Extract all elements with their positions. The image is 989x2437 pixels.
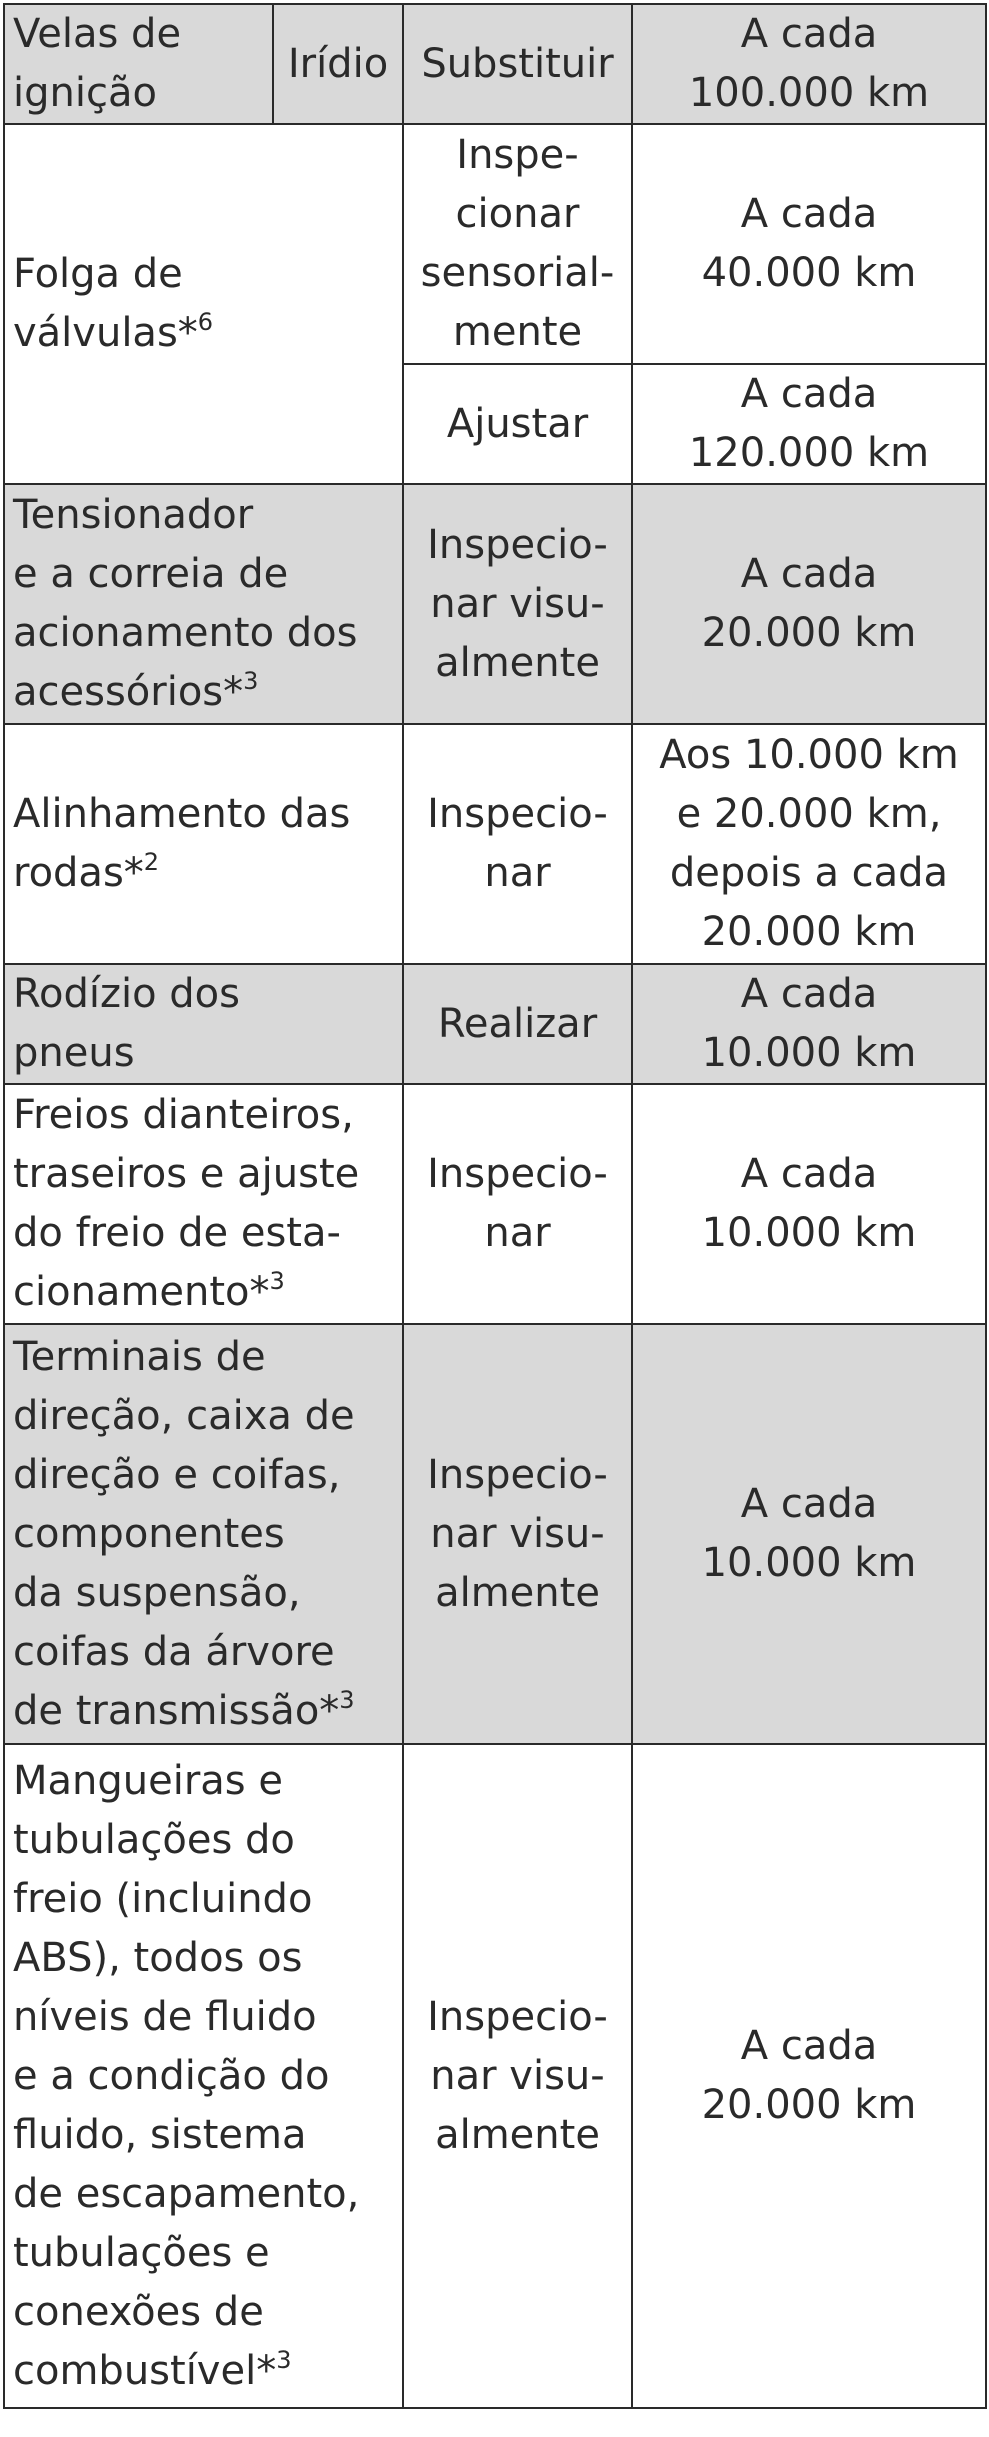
item-cell (4, 484, 403, 724)
action-cell (403, 4, 632, 124)
table-row (4, 4, 986, 124)
item-cell (4, 1084, 403, 1324)
interval-cell (632, 484, 986, 724)
interval-cell (632, 1324, 986, 1744)
interval-cell (632, 1744, 986, 2408)
item-text: ABS), todos os (13, 1934, 303, 1981)
item-text: componentes (13, 1510, 285, 1557)
item-text: tubulações do (13, 1816, 295, 1863)
action-text: nar (484, 1210, 551, 1256)
interval-text: e 20.000 km, (676, 791, 942, 837)
table-row (4, 724, 986, 964)
action-cell (403, 964, 632, 1084)
item-cell (4, 1744, 403, 2408)
action-text: almente (435, 1569, 600, 1616)
item-text: Alinhamento das (13, 791, 351, 837)
interval-text: 20.000 km (701, 2082, 917, 2128)
interval-text: A cada (740, 1481, 878, 1527)
table-row (4, 1744, 986, 2408)
item-text: e a correia de (13, 551, 289, 597)
action-cell (403, 484, 632, 724)
footnote-mark: 6 (197, 308, 214, 336)
interval-cell (632, 124, 986, 364)
item-cell (4, 124, 403, 484)
item-text: Mangueiras e (13, 1757, 283, 1804)
interval-text: Aos 10.000 km (659, 732, 959, 778)
item-text: Velas de (13, 11, 182, 57)
interval-text: A cada (740, 11, 878, 57)
interval-cell (632, 1084, 986, 1324)
action-cell (403, 724, 632, 964)
action-text: nar visu- (430, 2052, 605, 2099)
action-text: Inspecio- (427, 1451, 608, 1498)
action-text: Inspe- (456, 132, 579, 178)
action-text: mente (452, 309, 583, 355)
interval-text: A cada (740, 971, 878, 1017)
table-row (4, 484, 986, 724)
table-row (4, 1084, 986, 1324)
interval-cell (632, 724, 986, 964)
action-cell (403, 1744, 632, 2408)
interval-text: 10.000 km (701, 1540, 917, 1586)
interval-text: 100.000 km (688, 70, 930, 116)
type-cell (273, 4, 403, 124)
action-text: Inspecio- (427, 1993, 608, 2040)
action-text: nar visu- (430, 580, 605, 627)
action-text: Realizar (437, 1000, 598, 1047)
item-text: rodas*$^2$ (13, 848, 160, 896)
footnote-mark: 3 (243, 667, 259, 695)
action-text: Inspecio- (427, 521, 608, 568)
interval-cell (632, 4, 986, 124)
item-text: da suspensão, (13, 1569, 301, 1616)
item-text: fluido, sistema (13, 2111, 307, 2158)
item-cell (4, 724, 403, 964)
item-text: Terminais de (13, 1333, 266, 1380)
item-text: conexões de (13, 2288, 264, 2335)
item-text: acessórios*$^3$ (13, 667, 259, 715)
maintenance-schedule-table (3, 3, 987, 2409)
item-text: coifas da árvore (13, 1628, 335, 1675)
table-row (4, 964, 986, 1084)
item-text: Rodízio dos (13, 971, 240, 1017)
table-row (4, 124, 986, 364)
table-row (4, 1324, 986, 1744)
interval-text: A cada (740, 191, 878, 237)
interval-text: 20.000 km (701, 610, 917, 656)
item-cell (4, 4, 273, 124)
action-text: cionar (455, 191, 580, 237)
item-text: combustível*$^3$ (13, 2345, 292, 2394)
action-cell (403, 1324, 632, 1744)
interval-cell (632, 364, 986, 484)
item-text: pneus (13, 1030, 135, 1076)
interval-cell (632, 964, 986, 1084)
item-text: de transmissão*$^3$ (13, 1685, 355, 1734)
item-cell (4, 964, 403, 1084)
item-text: ignição (13, 70, 157, 116)
interval-text: A cada (740, 2023, 878, 2069)
action-text: almente (435, 2111, 600, 2158)
item-text: do freio de esta- (13, 1210, 341, 1256)
interval-text: 20.000 km (701, 909, 917, 955)
item-text: cionamento*$^3$ (13, 1267, 285, 1315)
item-text: direção, caixa de (13, 1392, 355, 1439)
item-text: acionamento dos (13, 610, 358, 656)
item-text: válvulas*$^6$ (13, 308, 214, 356)
interval-text: A cada (740, 551, 878, 597)
action-cell (403, 364, 632, 484)
action-cell (403, 124, 632, 364)
action-text: Substituir (421, 40, 614, 87)
item-text: direção e coifas, (13, 1451, 341, 1498)
action-cell (403, 1084, 632, 1324)
item-text: tubulações e (13, 2229, 270, 2276)
interval-text: A cada (740, 1151, 878, 1197)
item-text: Folga de (13, 251, 183, 297)
interval-text: 10.000 km (701, 1030, 917, 1076)
item-text: de escapamento, (13, 2170, 360, 2217)
action-text: Inspecio- (427, 791, 608, 837)
action-text: Ajustar (446, 400, 589, 447)
interval-text: 40.000 km (701, 250, 917, 296)
footnote-mark: 3 (276, 2345, 292, 2374)
action-text: sensorial- (420, 250, 615, 296)
type-text: Irídio (287, 40, 389, 87)
action-text: nar visu- (430, 1510, 605, 1557)
item-text: traseiros e ajuste (13, 1151, 360, 1197)
interval-text: A cada (740, 371, 878, 417)
item-text: Tensionador (13, 492, 254, 538)
item-text: níveis de fluido (13, 1993, 317, 2040)
footnote-mark: 3 (339, 1685, 355, 1714)
interval-text: 120.000 km (688, 430, 930, 476)
action-text: almente (435, 639, 600, 686)
interval-text: depois a cada (669, 850, 949, 896)
item-text: Freios dianteiros, (13, 1092, 354, 1138)
item-text: e a condição do (13, 2052, 330, 2099)
footnote-mark: 3 (269, 1267, 285, 1295)
action-text: nar (484, 850, 551, 896)
item-text: freio (incluindo (13, 1875, 313, 1922)
action-text: Inspecio- (427, 1151, 608, 1197)
footnote-mark: 2 (143, 848, 160, 876)
interval-text: 10.000 km (701, 1210, 917, 1256)
item-cell (4, 1324, 403, 1744)
